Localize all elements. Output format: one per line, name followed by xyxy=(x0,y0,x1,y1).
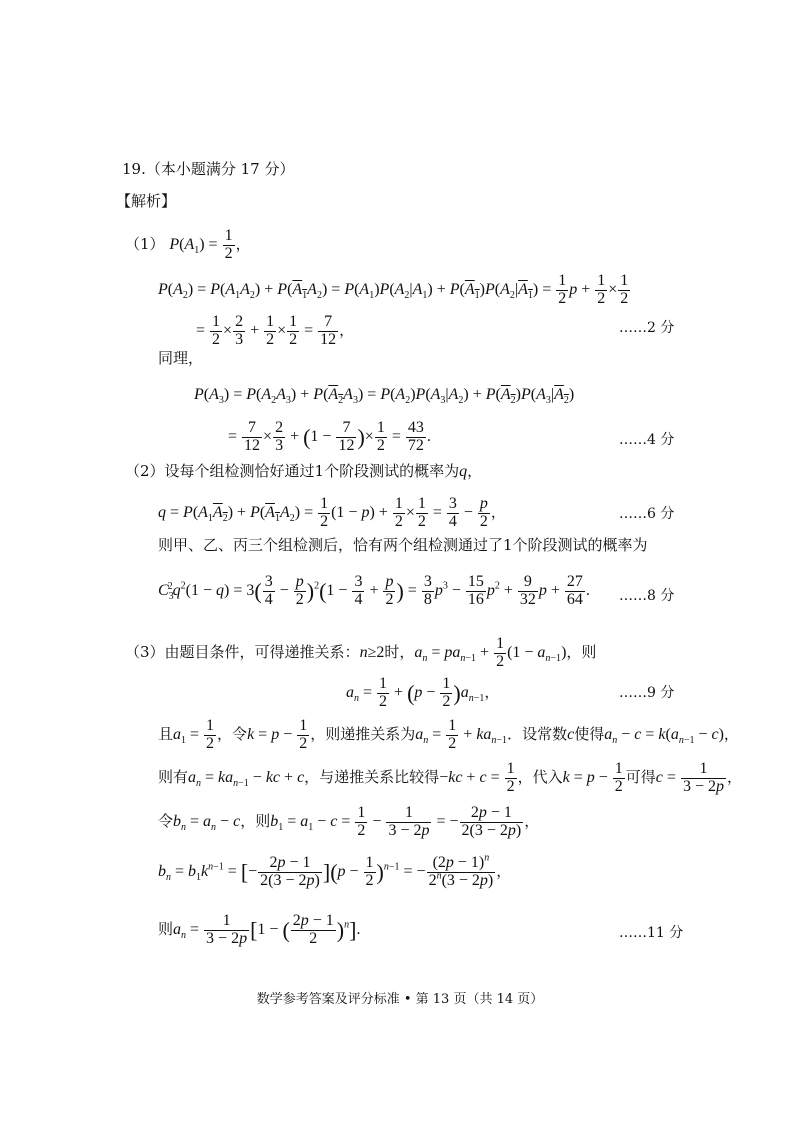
eq-p-a3-value-line xyxy=(228,420,431,455)
score-2: ……2 分 xyxy=(619,320,675,336)
text-ling: 令 xyxy=(158,811,174,830)
eq-c32: $C_3^2q^2(1 - q) = 3$( $\frac{3}{4}$ − $\frac{p}{2}$ )$^2$(1 − $\frac{3}{4}$ + $\frac{p}{2}$ ) = $\frac{3}{8}$ $p^3$ − $\frac{15}{16}$ $p^2$ + $\frac{9}{32}$ p + $\frac{27}{64}$ . xyxy=(158,573,590,608)
score-8: ……8 分 xyxy=(619,588,675,604)
text-obtain: 可得 xyxy=(625,767,656,786)
part3-intro: 由题目条件，可得递推关系： xyxy=(164,642,360,661)
eq-recur-2: $a_n$ = $\frac{1}{2}$ + (p − $\frac{1}{2}$ )$a_{n-1}$ xyxy=(346,675,485,710)
text-when: 时， xyxy=(384,642,415,661)
score-4: ……4 分 xyxy=(619,432,675,448)
part3-line1: （3）由题目条件，可得递推关系：n≥2时，$a_n = pa_{n-1}$ + $\frac{1}{2}$ $(1 - a_{n-1})$，则 xyxy=(125,635,597,670)
eq-p-a1: $P(A_1)$ = $\frac{1}{2}$ xyxy=(169,227,233,262)
score-11: ……11 分 xyxy=(619,925,684,941)
eq-p-a2: $P(A_2) = P(A_1A_2) + P(A_1A_2) = P(A_1)P(A_2|A_1) + P(A_1)P(A_2|A_1)$ = $\frac{1}{2}$ p + $\frac{1}{2}$ × $\frac{1}{2}$ xyxy=(158,272,629,307)
part2-intro: 设每个组检测恰好通过1个阶段测试的概率为 xyxy=(164,462,460,480)
comma: ， xyxy=(723,724,739,743)
eq-recur-2-line xyxy=(346,676,499,711)
eq-bn-line xyxy=(158,852,512,890)
score-6: ……6 分 xyxy=(619,506,675,522)
text-final: 则 xyxy=(158,919,174,938)
part3-line3: 且$a_1$ = $\frac{1}{2}$ ，令k = p − $\frac{1}{2}$ ，则递推关系为$a_n$ = $\frac{1}{2}$ + $ka_{n-1}$．设常数c使得$a_n - c = k(a_{n-1} - c)$， xyxy=(158,717,739,752)
text-recur: ，则递推关系为 xyxy=(310,724,416,743)
page-footer: 数学参考答案及评分标准 • 第 13 页（共 14 页） xyxy=(256,992,544,1007)
text-let: ，令 xyxy=(217,724,248,743)
eq-p-a2-value: = $\frac{1}{2}$ × $\frac{2}{3}$ + $\frac{1}{2}$ × $\frac{1}{2}$ = $\frac{7}{12}$ xyxy=(196,313,337,348)
comma: ， xyxy=(496,861,512,880)
part3-label: （3） xyxy=(125,642,165,661)
eq-recur-1: $a_n = pa_{n-1}$ + $\frac{1}{2}$ $(1 - a_{n-1})$ xyxy=(414,635,567,670)
text-then: ，则 xyxy=(566,642,597,661)
comma: ， xyxy=(524,811,540,830)
same-reason-label: 同理， xyxy=(158,349,204,367)
eq-p-a3-value: = $\frac{7}{12}$ × $\frac{2}{3}$ + (1 − $\frac{7}{12}$ )× $\frac{1}{2}$ = $\frac{43}{72}$ . xyxy=(228,419,431,454)
eq-p-a3: $P(A_3) = P(A_2A_3) + P(A_2A_3) = P(A_2)P(A_3|A_2) + P(A_2)P(A_3|A_2)$ xyxy=(194,386,575,407)
text-and: 且 xyxy=(158,724,174,743)
text-const: ．设常数 xyxy=(507,724,568,743)
part3-line5: 令$b_n = a_n - c$，则$b_1 = a_1 - c$ = $\frac{1}{2}$ − $\frac{1}{3 - 2p}$ = − $\frac{2p - 1}{2(3 - 2p)}$ ， xyxy=(158,804,540,839)
eq-p-a2-line xyxy=(158,273,631,308)
eq-p-a3-line xyxy=(194,386,575,407)
part2-sentence: 则甲、乙、丙三个组检测后，恰有两个组检测通过了1个阶段测试的概率为 xyxy=(158,536,648,554)
question-title: 19.（本小题满分 17 分） xyxy=(122,160,295,178)
part3-line4: 则有$a_n = ka_{n-1}$ − kc + c，与递推关系比较得−kc + c = $\frac{1}{2}$ ，代入k = p − $\frac{1}{2}$ 可得c = $\frac{1}{3 - 2p}$ ， xyxy=(158,760,742,795)
comma: ， xyxy=(235,234,251,253)
comma: ， xyxy=(490,502,506,521)
text-ze: ，则 xyxy=(240,811,271,830)
text-have: 则有 xyxy=(158,767,189,786)
eq-bn: $b_n = b_1k^{n-1}$ = [− $\frac{2p - 1}{2(3 - 2p)}$ ](p − $\frac{1}{2}$ )$^{n-1}$ = − $\frac{(2p - 1)^n}{2^n(3 - 2p)}$ xyxy=(158,852,494,889)
eq-q-line xyxy=(158,496,506,531)
part1-line1 xyxy=(125,228,251,263)
final-line xyxy=(158,913,360,948)
part2-line1: （2）设每个组检测恰好通过1个阶段测试的概率为q， xyxy=(125,462,483,480)
eq-q: $q = P(A_1A_2) + P(A_1A_2)$ = $\frac{1}{2}$ (1 − p) + $\frac{1}{2}$ × $\frac{1}{2}$ = $\frac{3}{4}$ − $\frac{p}{2}$ xyxy=(158,495,488,530)
score-9: ……9 分 xyxy=(619,685,675,701)
comma: ， xyxy=(484,682,500,701)
part1-label: （1） xyxy=(125,234,165,253)
comma: ， xyxy=(339,320,355,339)
text-substitute: ，代入 xyxy=(517,767,563,786)
analysis-label: 【解析】 xyxy=(116,192,177,210)
eq-c32-line xyxy=(158,574,590,609)
part2-label: （2） xyxy=(125,462,165,480)
text-makes: 使得 xyxy=(574,724,605,743)
text-compare: ，与递推关系比较得 xyxy=(304,767,440,786)
comma: ， xyxy=(467,462,483,480)
comma: ， xyxy=(726,767,742,786)
eq-p-a2-value-line xyxy=(196,314,354,349)
eq-an-final: $a_n$ = $\frac{1}{3 - 2p}$ [1 − ( $\frac{2p - 1}{2}$ )$^n$]. xyxy=(173,912,361,947)
